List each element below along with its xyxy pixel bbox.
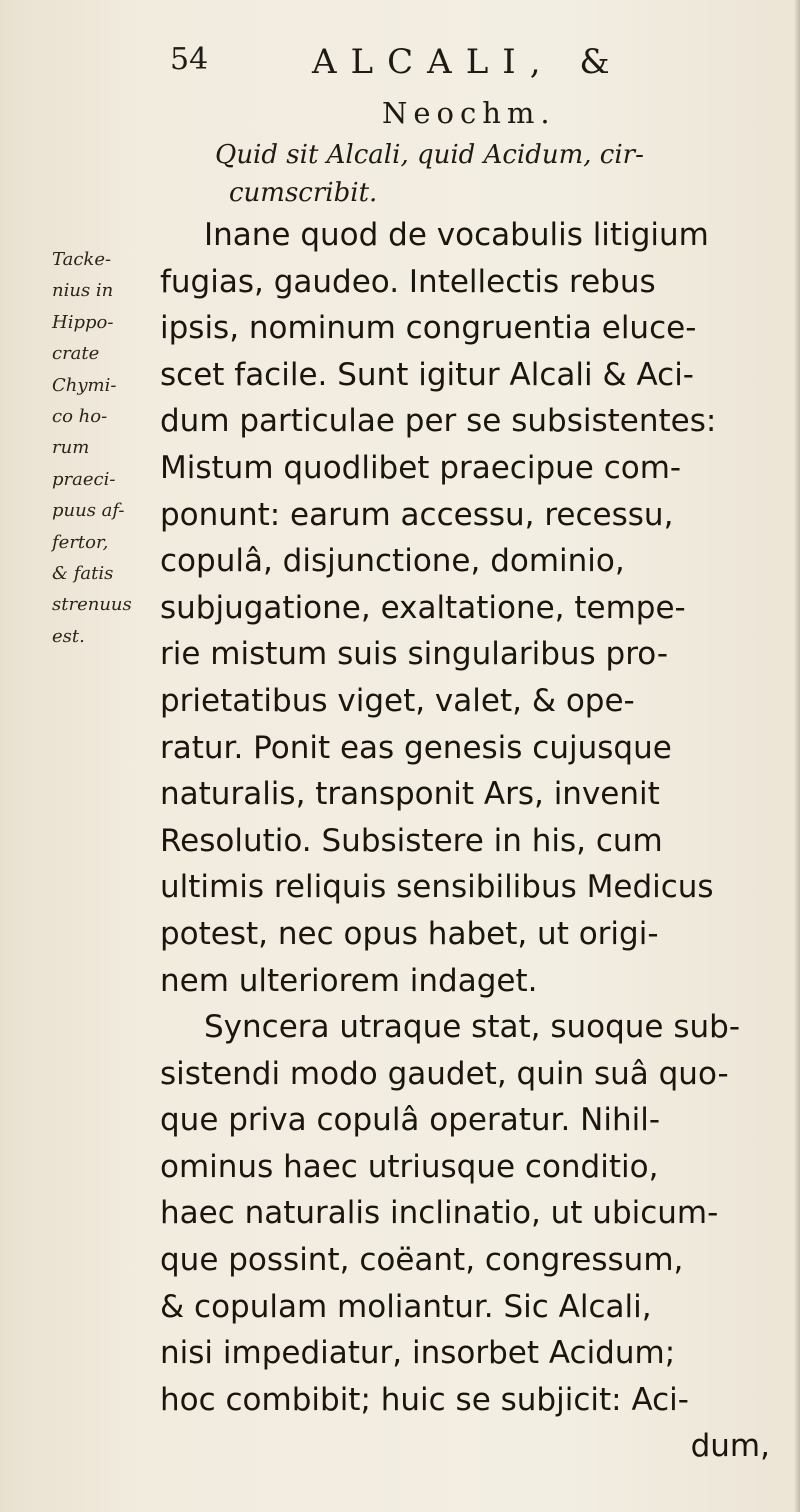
text-line: copulâ, disjunctione, dominio,	[160, 543, 625, 580]
text-line: ponunt: earum accessu, recessu,	[160, 496, 674, 533]
margin-note-line: Tacke-	[52, 249, 112, 270]
page-header	[170, 42, 730, 92]
text-line: ratur. Ponit eas genesis cujusque	[160, 729, 672, 766]
text-line: nem ulteriorem indaget.	[160, 962, 538, 999]
text-line: haec naturalis inclinatio, ut ubicum-	[160, 1195, 719, 1232]
margin-note-line: Chymi-	[52, 374, 117, 396]
margin-note-line: est.	[52, 625, 85, 647]
text-line: dum particulae per se subsistentes:	[160, 403, 717, 440]
text-line: Mistum quodlibet praecipue com-	[160, 449, 682, 486]
text-line: ultimis reliquis sensibilibus Medicus	[160, 869, 714, 906]
margin-note-line: fertor,	[52, 531, 109, 553]
text-line: ominus haec utriusque conditio,	[160, 1148, 659, 1185]
text-line: Inane quod de vocabulis litigium	[204, 217, 709, 253]
margin-note-line: rum	[52, 437, 90, 459]
running-title: ALCALI, &	[312, 42, 624, 82]
margin-note-line: nius in	[52, 280, 114, 302]
text-line: hoc combibit; huic se subjicit: Aci-	[160, 1381, 689, 1418]
margin-note-line: puus af-	[52, 500, 125, 522]
text-line: nisi impediatur, insorbet Acidum;	[160, 1335, 676, 1372]
text-line: que priva copulâ operatur. Nihil-	[160, 1102, 661, 1139]
margin-note-line: Hippo-	[52, 311, 114, 333]
margin-note-line: crate	[52, 343, 100, 365]
margin-note-line: strenuus	[52, 594, 132, 616]
section-heading: Neochm.	[382, 96, 556, 130]
text-line: naturalis, transponit Ars, invenit	[160, 776, 660, 813]
catchword: dum,	[690, 1428, 770, 1465]
margin-note-line: praeci-	[52, 468, 116, 490]
text-line: rie mistum suis singularibus pro-	[160, 636, 669, 673]
text-line: fugias, gaudeo. Intellectis rebus	[160, 263, 656, 300]
text-line: que possint, coëant, congressum,	[160, 1242, 684, 1279]
body-text	[160, 212, 790, 1470]
text-line: & copulam moliantur. Sic Alcali,	[160, 1288, 652, 1325]
text-line: potest, nec opus habet, ut origi-	[160, 915, 659, 952]
text-line: subjugatione, exaltatione, tempe-	[160, 589, 686, 626]
page-number: 54	[170, 42, 209, 77]
text-line: Syncera utraque stat, suoque sub-	[204, 1009, 741, 1046]
page-edge-shadow	[794, 0, 800, 1512]
chapter-summary	[215, 136, 785, 212]
summary-line: cumscribit.	[229, 178, 378, 208]
marginal-note	[52, 244, 162, 652]
text-line: sistendi modo gaudet, quin suâ quo-	[160, 1055, 729, 1092]
text-line: Resolutio. Subsistere in his, cum	[160, 822, 663, 859]
text-line: prietatibus viget, valet, & ope-	[160, 682, 635, 719]
summary-line: Quid sit Alcali, quid Acidum, cir-	[215, 140, 644, 170]
margin-note-line: co ho-	[52, 406, 108, 428]
margin-note-line: & fatis	[52, 563, 114, 585]
text-line: ipsis, nominum congruentia eluce-	[160, 310, 697, 347]
text-line: scet facile. Sunt igitur Alcali & Aci-	[160, 356, 694, 393]
